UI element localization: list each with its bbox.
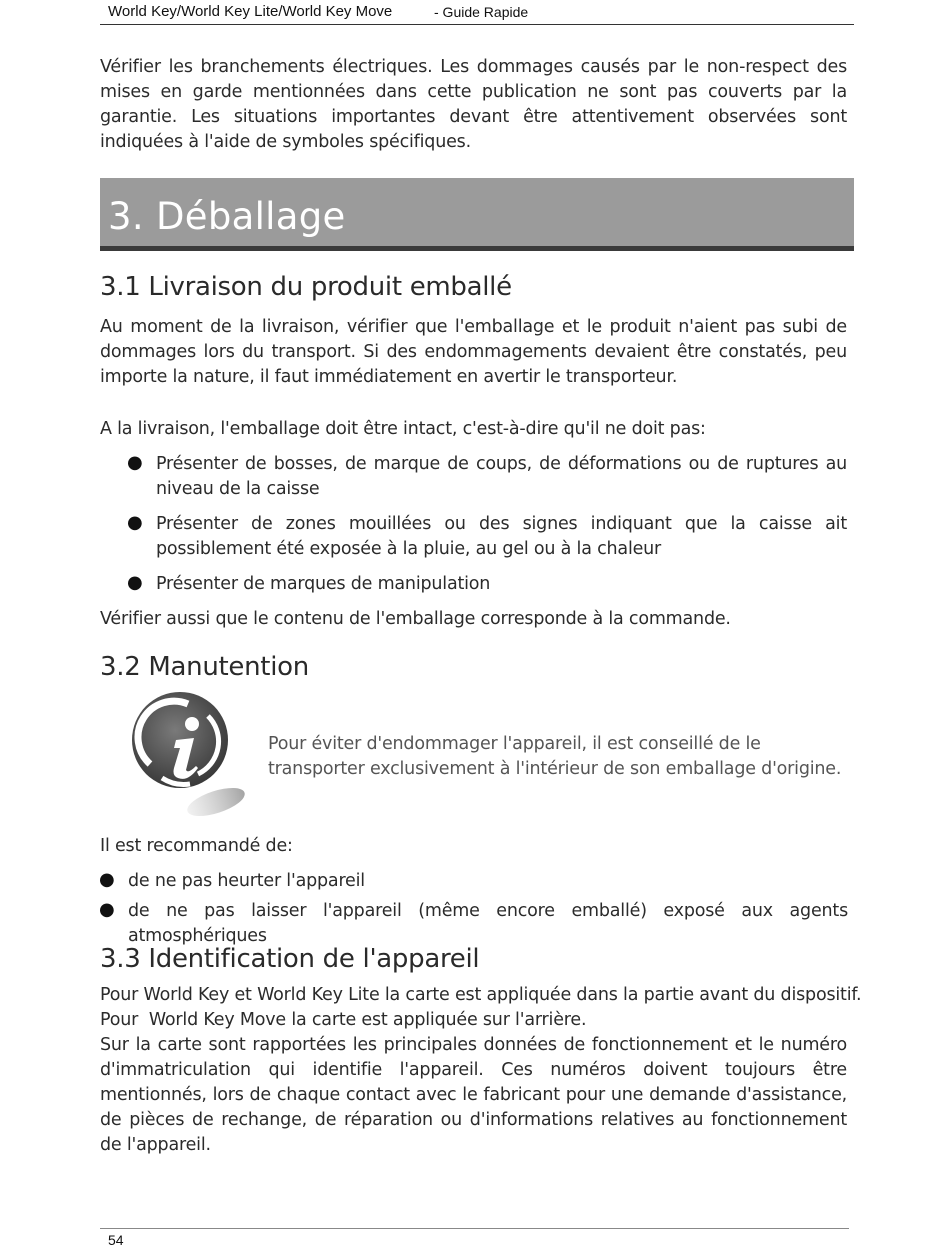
bullet-dot: ● (99, 899, 115, 920)
s33-line-1: Pour World Key et World Key Lite la carte est appliquée dans la partie avant du dispositif. (100, 985, 862, 1005)
bullet-dot: ● (99, 869, 115, 890)
list-item: de ne pas laisser l'appareil (même encore emballé) exposé aux agents atmosphériques (128, 901, 848, 946)
list-item: de ne pas heurter l'appareil (128, 871, 365, 891)
info-icon (128, 688, 248, 820)
page-header (100, 0, 854, 25)
bullet-dot: ● (127, 452, 143, 473)
subsection-title-3-3: 3.3 Identification de l'appareil (100, 944, 480, 974)
bullet-dot: ● (127, 572, 143, 593)
subsection-title-3-2: 3.2 Manutention (100, 652, 309, 682)
section-banner (100, 178, 854, 251)
s33-line-2: Pour World Key Move la carte est appliquée sur l'arrière. (100, 1010, 587, 1030)
s32-paragraph-1: Il est recommandé de: (100, 836, 293, 856)
list-item: Présenter de zones mouillées ou des signes indiquant que la caisse ait possiblement été exposée à la pluie, au gel ou à la chaleur (156, 514, 847, 559)
intro-paragraph: Vérifier les branchements électriques. Les dommages causés par le non-respect des mises en garde mentionnées dans cette publication ne sont pas couverts par la garantie. Les situations importantes devant être attentivement observées sont indiquées à l'aide de symboles spécifiques. (100, 57, 847, 152)
header-title: World Key/World Key Lite/World Key Move (108, 3, 393, 20)
s33-paragraph: Sur la carte sont rapportées les principales données de fonctionnement et le numéro d'immatriculation qui identifie l'appareil. Ces numéros doivent toujours être mentionnés, lors de chaque contact avec le fabricant pour une demande d'assistance, de pièces de rechange, de réparation ou d'informations relatives au fonctionnement de l'appareil. (100, 1035, 847, 1155)
list-item: Présenter de marques de manipulation (156, 574, 491, 594)
info-note: Pour éviter d'endommager l'appareil, il est conseillé de le transporter exclusivement à l'intérieur de son emballage d'origine. (268, 734, 842, 779)
s31-paragraph-1: Au moment de la livraison, vérifier que l'emballage et le produit n'aient pas subi de dommages lors du transport. Si des endommagements devaient être constatés, peu importe la nature, il faut immédiatement en avertir le transporteur. (100, 317, 847, 387)
s31-paragraph-3: Vérifier aussi que le contenu de l'emballage corresponde à la commande. (100, 609, 731, 629)
bullet-dot: ● (127, 512, 143, 533)
page-number: 54 (108, 1232, 124, 1248)
list-item: Présenter de bosses, de marque de coups, de déformations ou de ruptures au niveau de la caisse (156, 454, 847, 499)
section-title: 3. Déballage (108, 195, 346, 238)
s31-paragraph-2: A la livraison, l'emballage doit être intact, c'est-à-dire qu'il ne doit pas: (100, 419, 706, 439)
footer-divider (100, 1228, 849, 1229)
header-guide: - Guide Rapide (434, 4, 529, 20)
subsection-title-3-1: 3.1 Livraison du produit emballé (100, 272, 512, 302)
